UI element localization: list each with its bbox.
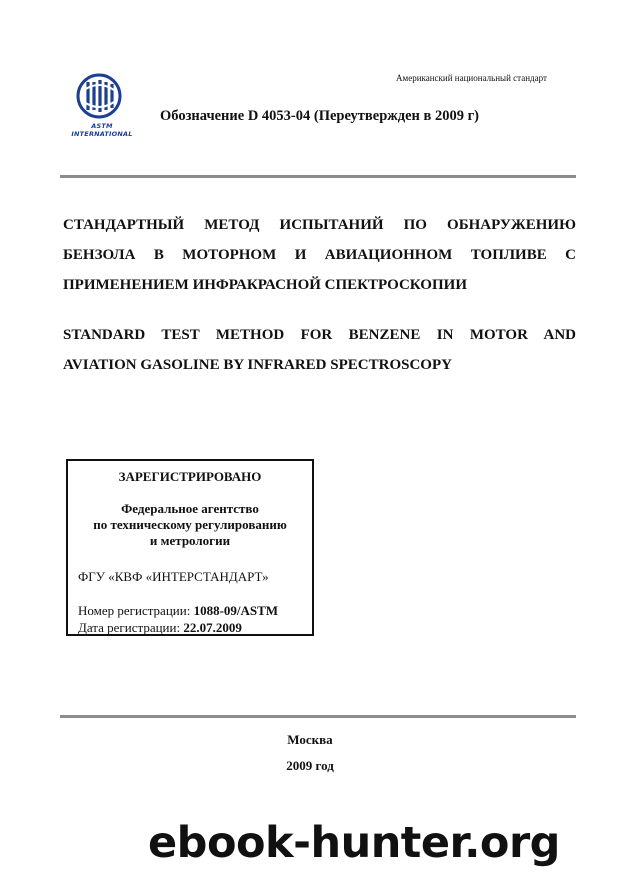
title-ru-line: БЕНЗОЛА В МОТОРНОМ И АВИАЦИОННОМ ТОПЛИВЕ С bbox=[63, 247, 576, 263]
agency-line: Федеральное агентство bbox=[121, 501, 259, 516]
reg-date-label: Дата регистрации: bbox=[78, 620, 184, 635]
registration-org: ФГУ «КВФ «ИНТЕРСТАНДАРТ» bbox=[78, 569, 269, 584]
city: Москва bbox=[287, 732, 333, 747]
reg-date-value: 22.07.2009 bbox=[183, 620, 242, 635]
national-standard-note: Американский национальный стандарт bbox=[396, 73, 547, 83]
watermark: ebook-hunter.org bbox=[148, 818, 560, 868]
title-ru-line: СТАНДАРТНЫЙ МЕТОД ИСПЫТАНИЙ ПО ОБНАРУЖЕНИЮ bbox=[63, 217, 576, 233]
agency-line: и метрологии bbox=[149, 533, 231, 548]
registration-agency bbox=[68, 501, 312, 549]
registration-box bbox=[66, 459, 314, 636]
registration-heading: ЗАРЕГИСТРИРОВАНО bbox=[118, 469, 262, 484]
agency-line: по техническому регулированию bbox=[93, 517, 287, 532]
designation-title: Обозначение D 4053-04 (Переутвержден в 2009 г) bbox=[160, 108, 480, 124]
title-ru-line: ПРИМЕНЕНИЕМ ИНФРАКРАСНОЙ СПЕКТРОСКОПИИ bbox=[63, 277, 467, 293]
reg-number-value: 1088-09/ASTM bbox=[193, 603, 279, 618]
bottom-divider bbox=[60, 715, 576, 718]
title-english bbox=[63, 320, 576, 380]
year: 2009 год bbox=[286, 758, 334, 773]
title-en-line: AVIATION GASOLINE BY INFRARED SPECTROSCOPY bbox=[63, 357, 452, 373]
astm-logo-icon bbox=[66, 72, 136, 138]
top-divider bbox=[60, 175, 576, 178]
title-russian bbox=[63, 210, 576, 300]
registration-details bbox=[78, 602, 278, 636]
reg-number-label: Номер регистрации: bbox=[78, 603, 194, 618]
title-en-line: STANDARD TEST METHOD FOR BENZENE IN MOTOR AND bbox=[63, 327, 576, 343]
logo-text: ASTM INTERNATIONAL bbox=[71, 122, 133, 138]
